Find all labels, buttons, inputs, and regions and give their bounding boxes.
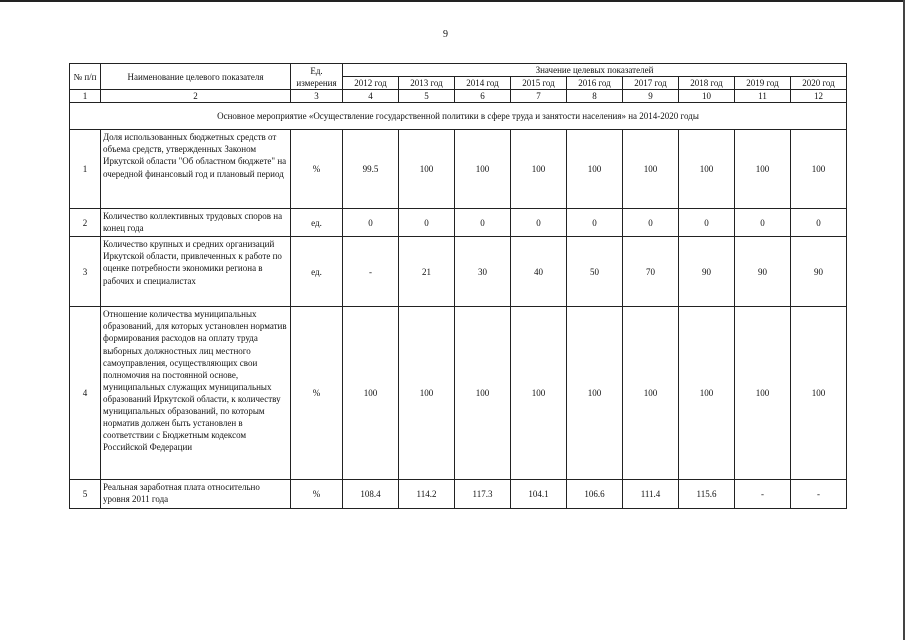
value-cell: 106.6: [567, 480, 623, 509]
value-cell: 0: [735, 209, 791, 237]
value-cell: 99.5: [343, 130, 399, 209]
value-cell: 0: [623, 209, 679, 237]
value-cell: 100: [623, 307, 679, 480]
header-year: 2012 год: [343, 77, 399, 90]
column-index: 12: [791, 90, 847, 103]
section-title: Основное мероприятие «Осуществление государственной политики в сфере труда и занятости населения» на 2014-2020 годы: [70, 103, 847, 130]
column-index: 11: [735, 90, 791, 103]
value-cell: 100: [791, 307, 847, 480]
column-index: 9: [623, 90, 679, 103]
value-cell: 40: [511, 237, 567, 307]
value-cell: 0: [791, 209, 847, 237]
header-name: Наименование целевого показателя: [101, 64, 291, 90]
unit-cell: %: [291, 307, 343, 480]
table-row: [70, 209, 847, 237]
indicator-name: Количество коллективных трудовых споров на конец года: [101, 209, 291, 237]
table-row: [70, 237, 847, 307]
value-cell: 100: [567, 130, 623, 209]
value-cell: 0: [399, 209, 455, 237]
target-indicators-table: [69, 63, 847, 509]
row-number: 3: [70, 237, 101, 307]
value-cell: 100: [511, 307, 567, 480]
column-index-row: [70, 90, 847, 103]
section-row: [70, 103, 847, 130]
indicator-name: Отношение количества муниципальных образований, для которых установлен норматив формирования расходов на оплату труда выборных должностных лиц местного самоуправления, осуществляющих свои полномочия на постоянной основе, муниципальных служащих муниципальных образований Иркутской области, к количеству муниципальных образований, по которым норматив должен быть установлен в соответствии с Бюджетным кодексом Российской Федерации: [101, 307, 291, 480]
unit-cell: ед.: [291, 209, 343, 237]
value-cell: 114.2: [399, 480, 455, 509]
row-number: 5: [70, 480, 101, 509]
value-cell: 50: [567, 237, 623, 307]
unit-cell: %: [291, 480, 343, 509]
value-cell: 100: [735, 307, 791, 480]
indicator-name: Количество крупных и средних организаций Иркутской области, привлеченных к работе по оценке потребности экономики региона в рабочих и специалистах: [101, 237, 291, 307]
value-cell: 100: [399, 307, 455, 480]
unit-cell: ед.: [291, 237, 343, 307]
header-unit: Ед. измерения: [291, 64, 343, 90]
unit-cell: %: [291, 130, 343, 209]
value-cell: 100: [791, 130, 847, 209]
value-cell: 100: [343, 307, 399, 480]
header-year: 2014 год: [455, 77, 511, 90]
value-cell: -: [791, 480, 847, 509]
column-index: 4: [343, 90, 399, 103]
value-cell: 90: [735, 237, 791, 307]
header-year: 2020 год: [791, 77, 847, 90]
header-row: [70, 64, 847, 77]
value-cell: 70: [623, 237, 679, 307]
value-cell: 21: [399, 237, 455, 307]
table-row: [70, 480, 847, 509]
value-cell: 100: [399, 130, 455, 209]
value-cell: 0: [567, 209, 623, 237]
scan-border-top: [0, 0, 905, 2]
header-year: 2018 год: [679, 77, 735, 90]
value-cell: 30: [455, 237, 511, 307]
value-cell: 108.4: [343, 480, 399, 509]
value-cell: 90: [679, 237, 735, 307]
value-cell: 115.6: [679, 480, 735, 509]
column-index: 10: [679, 90, 735, 103]
column-index: 5: [399, 90, 455, 103]
value-cell: 0: [343, 209, 399, 237]
row-number: 4: [70, 307, 101, 480]
value-cell: 100: [623, 130, 679, 209]
value-cell: 100: [567, 307, 623, 480]
value-cell: 100: [511, 130, 567, 209]
indicator-name: Реальная заработная плата относительно уровня 2011 года: [101, 480, 291, 509]
value-cell: 0: [511, 209, 567, 237]
table-row: [70, 307, 847, 480]
header-values-group: Значение целевых показателей: [343, 64, 847, 77]
column-index: 8: [567, 90, 623, 103]
table-row: [70, 130, 847, 209]
value-cell: 90: [791, 237, 847, 307]
value-cell: 100: [455, 307, 511, 480]
value-cell: 0: [455, 209, 511, 237]
value-cell: 100: [679, 307, 735, 480]
row-number: 1: [70, 130, 101, 209]
header-year: 2019 год: [735, 77, 791, 90]
column-index: 3: [291, 90, 343, 103]
value-cell: 117.3: [455, 480, 511, 509]
value-cell: 100: [735, 130, 791, 209]
column-index: 2: [101, 90, 291, 103]
page-number: 9: [443, 29, 448, 40]
value-cell: 111.4: [623, 480, 679, 509]
column-index: 7: [511, 90, 567, 103]
header-year: 2013 год: [399, 77, 455, 90]
row-number: 2: [70, 209, 101, 237]
header-year: 2016 год: [567, 77, 623, 90]
header-num: № п/п: [70, 64, 101, 90]
value-cell: 100: [679, 130, 735, 209]
value-cell: -: [735, 480, 791, 509]
header-year: 2017 год: [623, 77, 679, 90]
column-index: 1: [70, 90, 101, 103]
value-cell: -: [343, 237, 399, 307]
value-cell: 0: [679, 209, 735, 237]
indicator-name: Доля использованных бюджетных средств от объема средств, утвержденных Законом Иркутской области "Об областном бюджете" на очередной финансовый год и плановый период: [101, 130, 291, 209]
header-year: 2015 год: [511, 77, 567, 90]
column-index: 6: [455, 90, 511, 103]
value-cell: 104.1: [511, 480, 567, 509]
value-cell: 100: [455, 130, 511, 209]
